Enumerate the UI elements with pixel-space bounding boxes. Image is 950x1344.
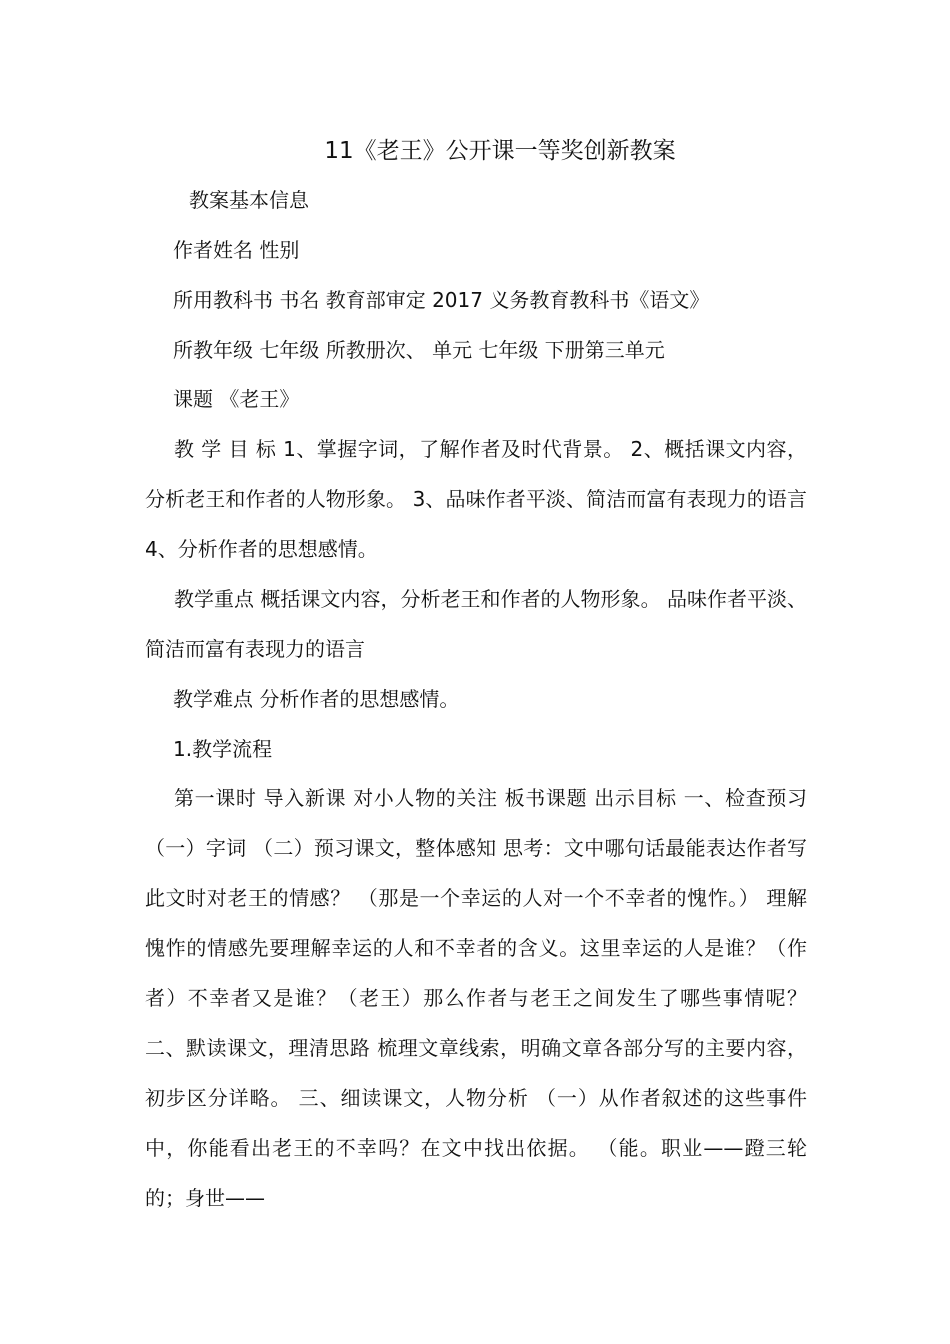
key-points-paragraph: 教学重点 概括课文内容，分析老王和作者的人物形象。 品味作者平淡、简洁而富有表现力的语言 xyxy=(145,587,807,661)
document-title: 11《老王》公开课一等奖创新教案 xyxy=(324,138,676,164)
flow-heading: 1.教学流程 xyxy=(173,737,273,761)
objectives-paragraph: 教 学 目 标 1、掌握字词，了解作者及时代背景。 2、概括课文内容，分析老王和作者的人物形象。 3、品味作者平淡、简洁而富有表现力的语言 4、分析作者的思想感情。 xyxy=(145,437,807,561)
textbook-line: 所用教科书 书名 教育部审定 2017 义务教育教科书《语文》 xyxy=(173,288,710,312)
author-line: 作者姓名 性别 xyxy=(173,238,300,262)
grade-line: 所教年级 七年级 所教册次、 单元 七年级 下册第三单元 xyxy=(173,338,665,362)
flow-paragraph: 第一课时 导入新课 对小人物的关注 板书课题 出示目标 一、检查预习 （一）字词 （二）预习课文，整体感知 思考：文中哪句话最能表达作者写此文时对老王的情感？ （那是一个幸运的人对一个不幸者的愧怍。） 理解愧怍的情感先要理解幸运的人和不幸者的含义。这里幸运的人是谁？（作者）不幸者又是谁？（老王）那么作者与老王之间发生了哪些事情呢？ 二、默读课文，理清思路 梳理文章线索，明确文章各部分写的主要内容，初步区分详略。 三、细读课文，人物分析 （一）从作者叙述的这些事件中，你能看出老王的不幸吗？在文中找出依据。 （能。职业——蹬三轮的；身世—— xyxy=(145,786,807,1210)
difficulties-line: 教学难点 分析作者的思想感情。 xyxy=(173,687,460,711)
info-heading: 教案基本信息 xyxy=(189,188,309,212)
topic-line: 课题 《老王》 xyxy=(173,387,300,411)
